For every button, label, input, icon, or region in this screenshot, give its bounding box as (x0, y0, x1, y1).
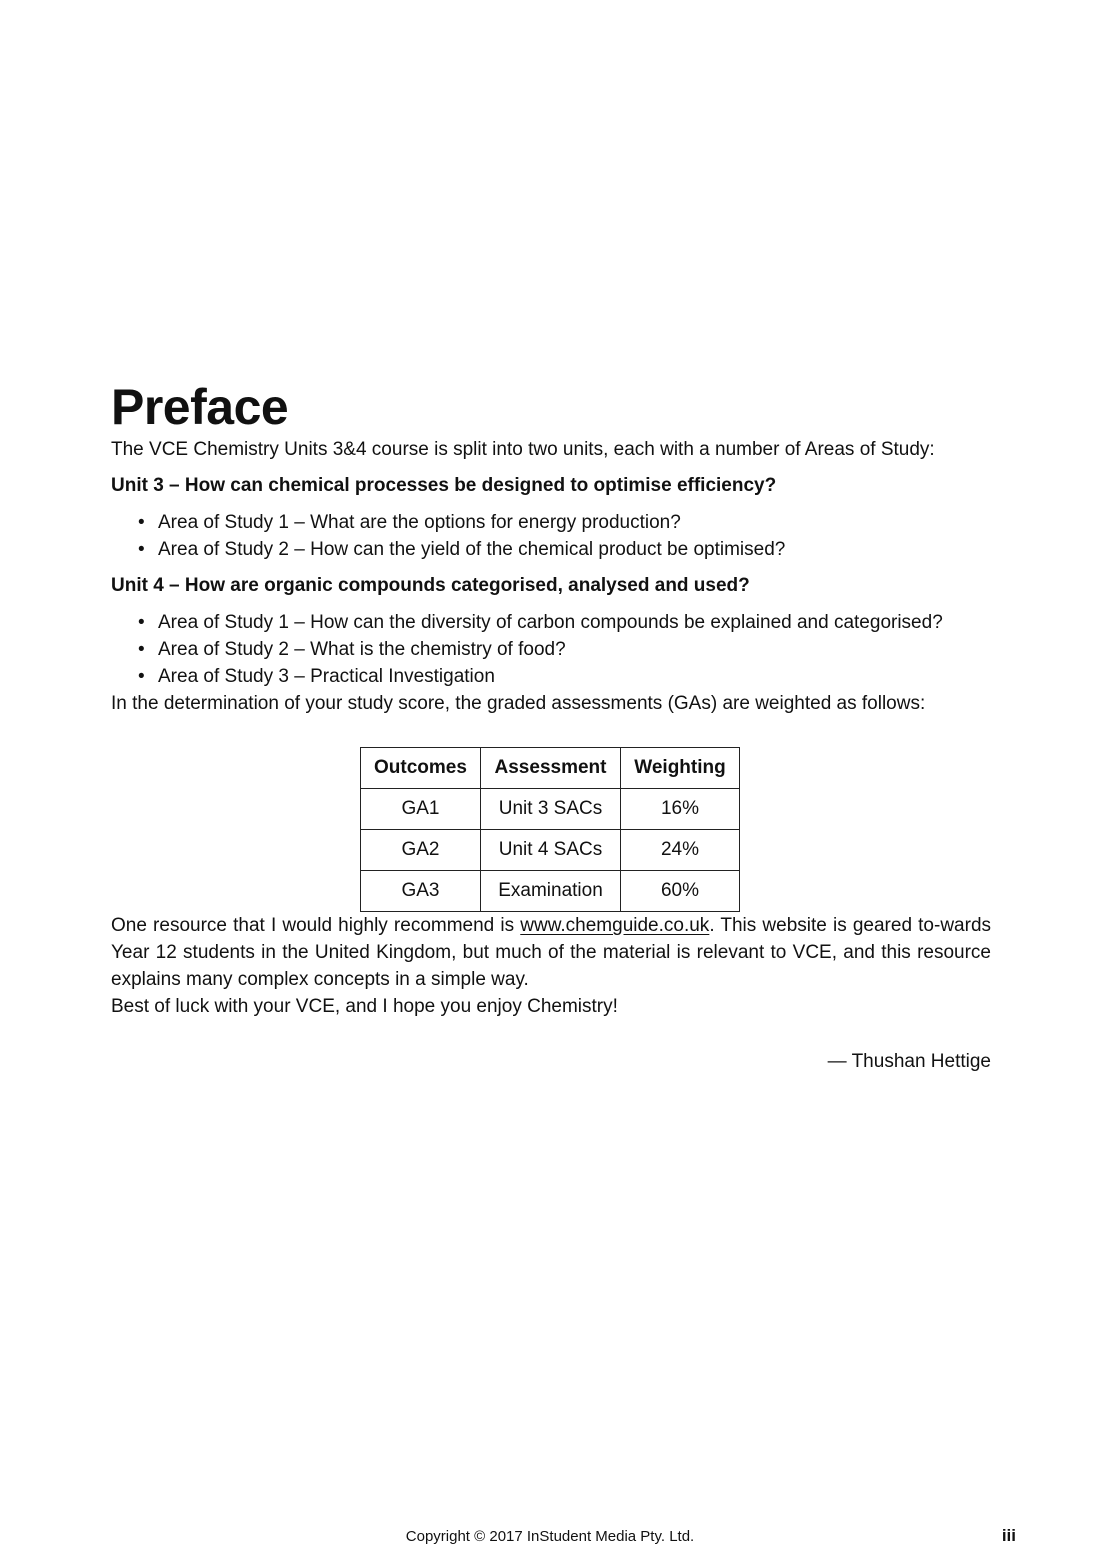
header-assessment: Assessment (481, 748, 621, 789)
weighting-intro: In the determination of your study score, the graded assessments (GAs) are weighted as follows: (111, 693, 926, 714)
table-row (361, 789, 740, 830)
unit-3-areas-list (111, 509, 991, 563)
header-weighting: Weighting (621, 748, 740, 789)
bullet-icon: • (138, 512, 145, 533)
cell-weighting: 16% (621, 789, 740, 830)
unit-4-areas-list (111, 609, 991, 690)
cell-outcome: GA3 (361, 871, 481, 912)
page-title: Preface (111, 379, 289, 435)
header-outcomes: Outcomes (361, 748, 481, 789)
table-header-row (361, 748, 740, 789)
area-label: Area of Study 2 – How can the yield of the chemical product be optimised? (158, 539, 786, 560)
resource-paragraph (111, 912, 991, 993)
closing-paragraph: Best of luck with your VCE, and I hope you enjoy Chemistry! (111, 996, 618, 1017)
page-number: iii (1001, 1526, 1016, 1545)
copyright-footer: Copyright © 2017 InStudent Media Pty. Ltd. (405, 1528, 695, 1545)
unit-3-heading: Unit 3 – How can chemical processes be designed to optimise efficiency? (111, 475, 777, 496)
resource-text-after: . This website is geared to-wards Year 12 students in the United Kingdom, but much of the material is relevant to VCE, and this resource explains many complex concepts in a simple way. (111, 915, 992, 990)
bullet-icon: • (138, 539, 145, 560)
list-item (138, 609, 991, 636)
unit-4-heading: Unit 4 – How are organic compounds categorised, analysed and used? (111, 575, 750, 596)
cell-outcome: GA2 (361, 830, 481, 871)
table-row (361, 871, 740, 912)
area-label: Area of Study 1 – How can the diversity of carbon compounds be explained and categorised? (158, 612, 943, 633)
cell-assessment: Examination (481, 871, 621, 912)
area-label: Area of Study 1 – What are the options for energy production? (158, 512, 681, 533)
list-item (138, 663, 991, 690)
cell-outcome: GA1 (361, 789, 481, 830)
resource-text-before: One resource that I would highly recommend is (111, 915, 521, 936)
bullet-icon: • (138, 612, 145, 633)
list-item (138, 509, 991, 536)
cell-assessment: Unit 4 SACs (481, 830, 621, 871)
chemguide-link[interactable]: www.chemguide.co.uk (520, 915, 710, 936)
cell-assessment: Unit 3 SACs (481, 789, 621, 830)
author-signature: — Thushan Hettige (827, 1051, 991, 1072)
list-item (138, 636, 991, 663)
weighting-table (360, 747, 740, 912)
page-content (111, 378, 991, 1094)
cell-weighting: 24% (621, 830, 740, 871)
table-row (361, 830, 740, 871)
area-label: Area of Study 2 – What is the chemistry of food? (158, 639, 566, 660)
area-label: Area of Study 3 – Practical Investigation (158, 666, 495, 687)
intro-paragraph: The VCE Chemistry Units 3&4 course is split into two units, each with a number of Areas of Study: (111, 439, 935, 460)
bullet-icon: • (138, 666, 145, 687)
bullet-icon: • (138, 639, 145, 660)
cell-weighting: 60% (621, 871, 740, 912)
list-item (138, 536, 991, 563)
